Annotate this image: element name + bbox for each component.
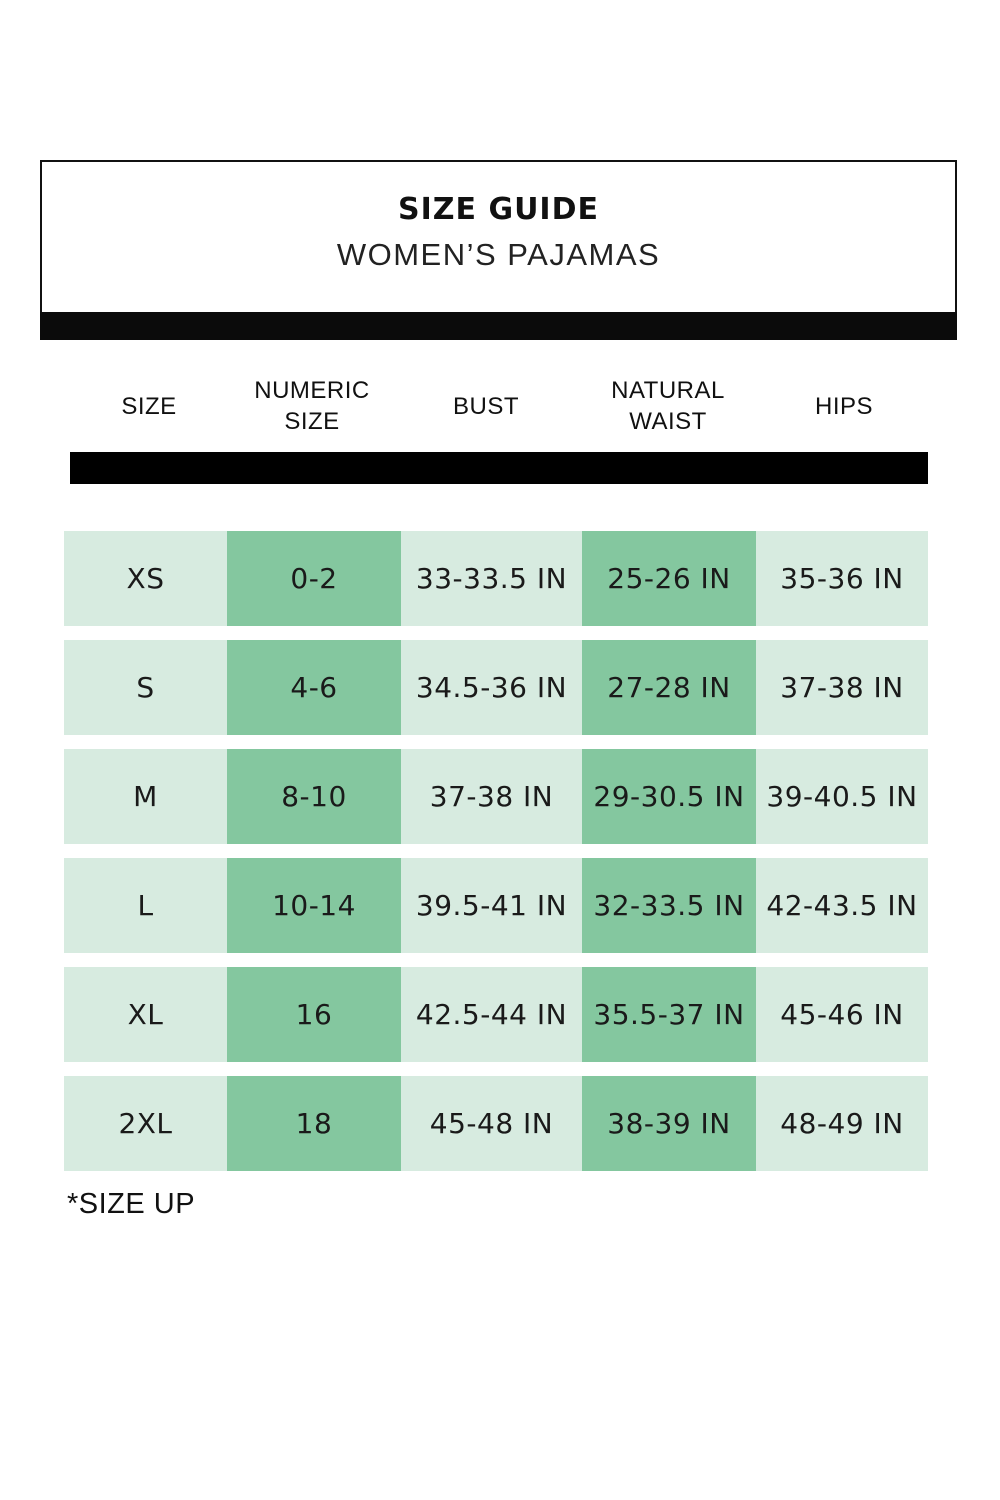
cell-natural-waist: 27-28 IN: [582, 640, 756, 735]
cell-hips: 37-38 IN: [756, 640, 928, 735]
cell-bust: 45-48 IN: [401, 1076, 582, 1171]
page-subtitle: WOMEN’S PAJAMAS: [336, 237, 661, 272]
column-header-numeric-size: [230, 370, 394, 442]
cell-numeric-size: 16: [227, 967, 401, 1062]
cell-numeric-size: 4-6: [227, 640, 401, 735]
column-header-natural-waist-line1: NATURAL: [611, 377, 725, 404]
cell-size: XL: [64, 967, 227, 1062]
cell-hips: 48-49 IN: [756, 1076, 928, 1171]
footnote: *SIZE UP: [67, 1188, 196, 1220]
cell-bust: 42.5-44 IN: [401, 967, 582, 1062]
table-row-m: [64, 749, 928, 844]
table-row-s: [64, 640, 928, 735]
cell-size: S: [64, 640, 227, 735]
table-row-xs: [64, 531, 928, 626]
column-header-numeric-size-line1: NUMERIC: [254, 377, 370, 404]
page-title: SIZE GUIDE: [397, 192, 599, 227]
column-header-natural-waist: [582, 370, 754, 442]
cell-numeric-size: 8-10: [227, 749, 401, 844]
cell-bust: 39.5-41 IN: [401, 858, 582, 953]
column-header-hips-line1: HIPS: [814, 392, 873, 420]
cell-bust: 34.5-36 IN: [401, 640, 582, 735]
title-box: [40, 160, 957, 312]
cell-bust: 37-38 IN: [401, 749, 582, 844]
cell-natural-waist: 35.5-37 IN: [582, 967, 756, 1062]
cell-size: XS: [64, 531, 227, 626]
column-header-bust-line1: BUST: [452, 392, 519, 420]
cell-numeric-size: 18: [227, 1076, 401, 1171]
cell-bust: 33-33.5 IN: [401, 531, 582, 626]
cell-numeric-size: 10-14: [227, 858, 401, 953]
column-header-bust: [400, 370, 572, 442]
cell-hips: 39-40.5 IN: [756, 749, 928, 844]
table-header-row: [70, 370, 928, 442]
column-header-natural-waist-line2: WAIST: [629, 408, 707, 435]
column-header-hips: [760, 370, 928, 442]
cell-natural-waist: 38-39 IN: [582, 1076, 756, 1171]
header-divider-bar: [70, 452, 928, 484]
cell-numeric-size: 0-2: [227, 531, 401, 626]
table-row-2xl: [64, 1076, 928, 1171]
table-row-l: [64, 858, 928, 953]
cell-size: L: [64, 858, 227, 953]
cell-size: 2XL: [64, 1076, 227, 1171]
table-row-xl: [64, 967, 928, 1062]
cell-natural-waist: 29-30.5 IN: [582, 749, 756, 844]
cell-size: M: [64, 749, 227, 844]
cell-hips: 42-43.5 IN: [756, 858, 928, 953]
cell-hips: 45-46 IN: [756, 967, 928, 1062]
column-header-size: [70, 370, 228, 442]
cell-natural-waist: 25-26 IN: [582, 531, 756, 626]
column-header-size-line1: SIZE: [121, 392, 177, 420]
cell-hips: 35-36 IN: [756, 531, 928, 626]
column-header-numeric-size-line2: SIZE: [284, 408, 340, 435]
cell-natural-waist: 32-33.5 IN: [582, 858, 756, 953]
title-divider-bar: [40, 312, 957, 340]
